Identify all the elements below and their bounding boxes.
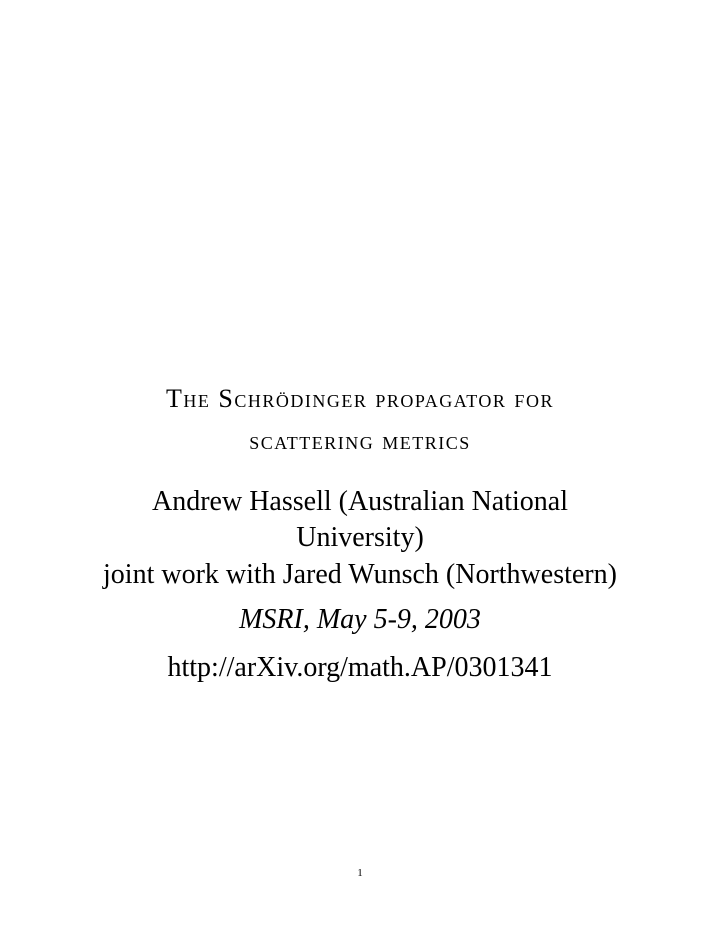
- author-line-1: Andrew Hassell (Australian National: [152, 486, 568, 517]
- author-line-2: University): [296, 522, 424, 553]
- title-line-2: scattering metrics: [249, 426, 471, 455]
- event-info: MSRI, May 5-9, 2003: [239, 604, 481, 635]
- page-number: 1: [357, 867, 363, 879]
- collaborator-line: joint work with Jared Wunsch (Northwestern): [103, 559, 617, 590]
- paper-url: http://arXiv.org/math.AP/0301341: [167, 652, 553, 683]
- title-line-1: The Schrödinger propagator for: [166, 384, 554, 413]
